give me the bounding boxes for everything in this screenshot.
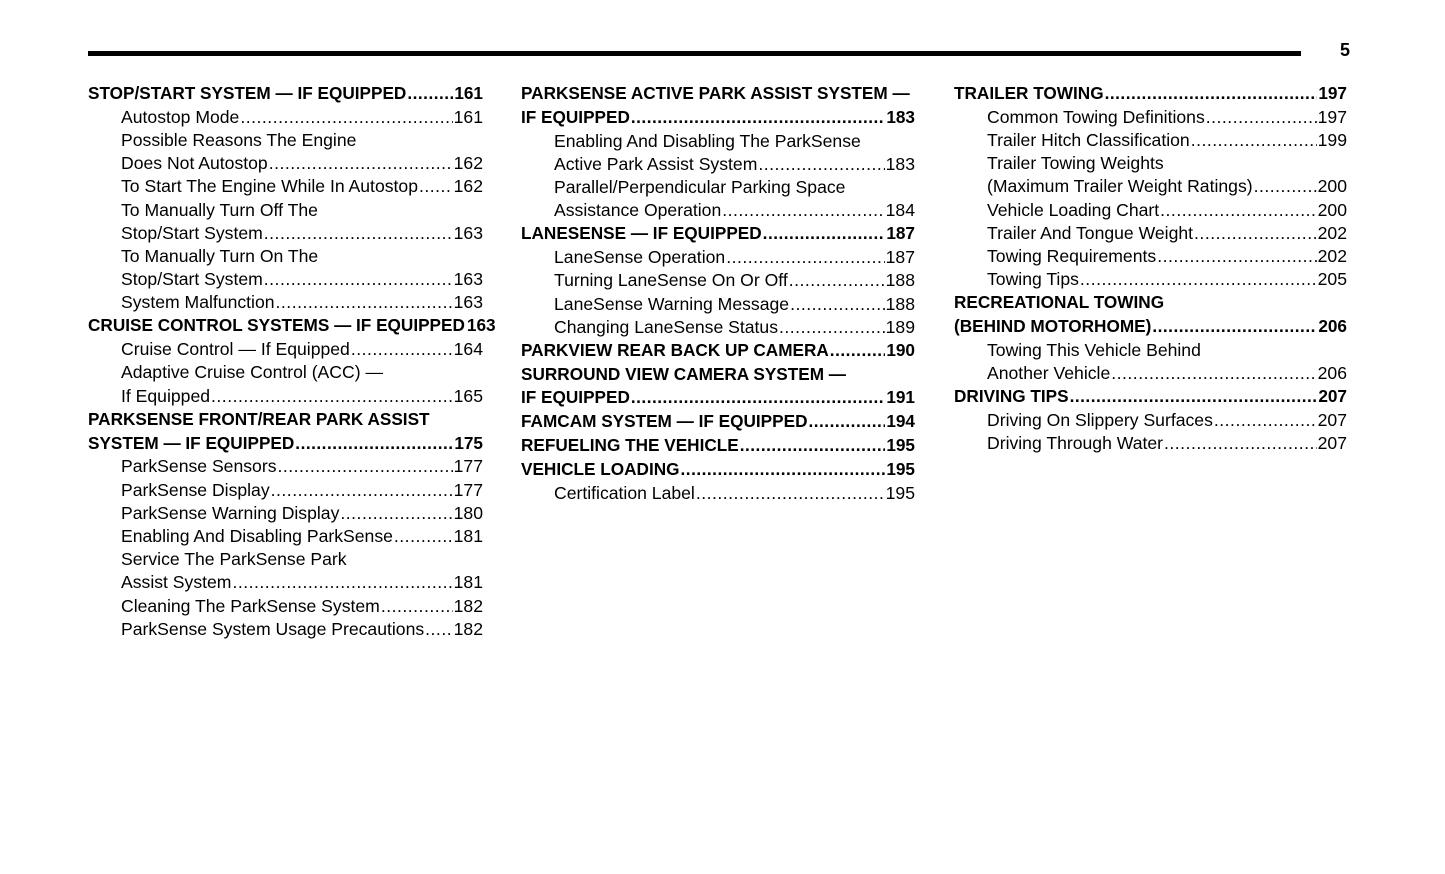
toc-entry-title: Trailer Hitch Classification: [987, 129, 1190, 150]
toc-entry-title: Certification Label: [554, 482, 695, 503]
toc-page-number: 182: [453, 618, 483, 639]
toc-column-2: [521, 82, 915, 505]
toc-subentry: [88, 291, 483, 314]
toc-subentry: [521, 316, 915, 339]
toc-subentry: [954, 245, 1347, 268]
toc-entry-title: System Malfunction: [121, 292, 275, 313]
toc-subentry: [954, 175, 1347, 198]
toc-section-entry: [954, 315, 1347, 339]
dot-leader: [381, 595, 453, 618]
toc-subentry: [88, 222, 483, 245]
toc-entry-title: LANESENSE — IF EQUIPPED: [521, 223, 762, 244]
toc-subentry: [954, 129, 1347, 152]
dot-leader: [790, 293, 885, 316]
toc-section-entry: [521, 458, 915, 482]
toc-subentry: [88, 455, 483, 478]
dot-leader: [276, 291, 453, 314]
toc-entry-title: Assist System: [121, 572, 232, 593]
toc-subentry: [88, 385, 483, 408]
toc-entry-title: Enabling And Disabling ParkSense: [121, 526, 393, 546]
toc-subentry: [88, 338, 483, 361]
dot-leader: [1206, 106, 1317, 129]
toc-section-entry: [954, 291, 1347, 315]
toc-page-number: 164: [453, 339, 483, 360]
toc-page-number: 182: [453, 595, 483, 616]
dot-leader: [211, 385, 453, 408]
toc-subentry: [88, 268, 483, 291]
toc-page-number: 180: [453, 502, 483, 523]
dot-leader: [758, 153, 884, 176]
toc-page-number: 162: [453, 153, 483, 174]
toc-entry-title: To Manually Turn Off The: [121, 199, 318, 220]
toc-subentry: [521, 246, 915, 269]
toc-subentry: [954, 268, 1347, 291]
toc-entry-title: VEHICLE LOADING: [521, 458, 680, 479]
toc-page-number: 181: [453, 526, 483, 546]
toc-subentry: [88, 548, 483, 571]
toc-subentry: [954, 222, 1347, 245]
toc-page-number: 177: [453, 479, 483, 500]
toc-entry-title: Driving On Slippery Surfaces: [987, 410, 1213, 431]
toc-entry-title: Another Vehicle: [987, 363, 1111, 384]
toc-entry-title: Trailer And Tongue Weight: [987, 222, 1194, 243]
dot-leader: [830, 339, 886, 363]
toc-entry-title: To Start The Engine While In Autostop: [121, 176, 418, 197]
toc-entry-title: IF EQUIPPED: [521, 387, 630, 408]
toc-entry-title: Possible Reasons The Engine: [121, 129, 357, 150]
toc-page-number: 206: [1318, 316, 1347, 337]
toc-entry-title: ParkSense System Usage Precautions: [121, 618, 425, 639]
dot-leader: [340, 502, 452, 525]
toc-entry-title: Enabling And Disabling The ParkSense: [554, 130, 861, 151]
toc-subentry: [88, 129, 483, 152]
toc-entry-title: SYSTEM — IF EQUIPPED: [88, 432, 295, 453]
dot-leader: [1080, 268, 1317, 291]
dot-leader: [232, 571, 452, 594]
toc-subentry: [521, 153, 915, 176]
toc-entry-title: TRAILER TOWING: [954, 83, 1104, 103]
toc-entry-title: PARKSENSE FRONT/REAR PARK ASSIST: [88, 408, 430, 429]
dot-leader: [1191, 129, 1317, 152]
header-rule: [88, 51, 1301, 56]
toc-entry-title: Trailer Towing Weights: [987, 153, 1164, 174]
toc-entry-title: Changing LaneSense Status: [554, 316, 779, 337]
dot-leader: [740, 434, 886, 458]
toc-section-entry: [88, 408, 483, 432]
dot-leader: [264, 222, 453, 245]
toc-section-entry: [954, 385, 1347, 409]
toc-page-number: 199: [1317, 129, 1347, 150]
toc-section-entry: [521, 363, 915, 387]
toc-entry-title: CRUISE CONTROL SYSTEMS — IF EQUIPPED: [88, 315, 465, 336]
toc-subentry: [88, 199, 483, 222]
dot-leader: [1152, 315, 1317, 339]
toc-page-number: 202: [1317, 245, 1347, 266]
toc-subentry: [954, 432, 1347, 455]
dot-leader: [271, 479, 453, 502]
toc-subentry: [88, 502, 483, 525]
dot-leader: [1194, 222, 1317, 245]
toc-page-number: 161: [454, 83, 483, 103]
toc-page-number: 163: [466, 315, 496, 336]
toc-page-number: 183: [885, 153, 915, 174]
dot-leader: [1164, 432, 1317, 455]
dot-leader: [726, 246, 884, 269]
dot-leader: [425, 618, 452, 641]
toc-entry-title: Cruise Control — If Equipped: [121, 339, 350, 360]
toc-page-number: 197: [1317, 106, 1347, 127]
toc-entry-title: Vehicle Loading Chart: [987, 199, 1160, 220]
toc-entry-title: REFUELING THE VEHICLE: [521, 435, 739, 456]
dot-leader: [264, 268, 453, 291]
toc-section-entry: [88, 82, 483, 106]
dot-leader: [295, 432, 453, 456]
toc-subentry: [954, 152, 1347, 175]
toc-section-entry: [521, 106, 915, 130]
toc-subentry: [88, 571, 483, 594]
toc-entry-title: PARKSENSE ACTIVE PARK ASSIST SYSTEM —: [521, 83, 910, 103]
toc-entry-title: ParkSense Sensors: [121, 456, 277, 477]
toc-column-1: [88, 82, 496, 641]
toc-subentry: [521, 482, 915, 505]
toc-entry-title: Parallel/Perpendicular Parking Space: [554, 176, 846, 197]
dot-leader: [779, 316, 885, 339]
toc-section-entry: [521, 434, 915, 458]
toc-entry-title: ParkSense Display: [121, 479, 270, 500]
dot-leader: [1214, 409, 1317, 432]
toc-page-number: 202: [1317, 222, 1347, 243]
toc-section-entry: [521, 339, 915, 363]
toc-page-number: 188: [885, 270, 915, 291]
dot-leader: [631, 386, 885, 410]
toc-page-number: 165: [453, 385, 483, 406]
dot-leader: [789, 269, 885, 292]
toc-page-number: 183: [886, 106, 915, 127]
toc-page-number: 195: [886, 458, 915, 479]
toc-section-entry: [88, 432, 483, 456]
toc-subentry: [954, 339, 1347, 362]
dot-leader: [808, 410, 885, 434]
toc-entry-title: FAMCAM SYSTEM — IF EQUIPPED: [521, 411, 808, 432]
toc-subentry: [954, 362, 1347, 385]
toc-page-number: 195: [886, 435, 915, 456]
toc-subentry: [521, 269, 915, 292]
dot-leader: [1157, 245, 1316, 268]
dot-leader: [407, 82, 453, 106]
toc-page-number: 195: [885, 482, 915, 503]
toc-subentry: [88, 525, 483, 548]
dot-leader: [1160, 199, 1316, 222]
toc-page-number: 161: [453, 106, 483, 127]
toc-entry-title: SURROUND VIEW CAMERA SYSTEM —: [521, 363, 846, 384]
toc-subentry: [954, 106, 1347, 129]
toc-subentry: [954, 199, 1347, 222]
dot-leader: [1070, 385, 1318, 409]
toc-subentry: [88, 361, 483, 384]
toc-entry-title: Common Towing Definitions: [987, 106, 1205, 127]
toc-section-entry: [88, 314, 496, 338]
toc-page-number: 175: [454, 432, 483, 453]
dot-leader: [763, 222, 886, 246]
toc-page-number: 162: [453, 176, 483, 197]
toc-entry-title: IF EQUIPPED: [521, 106, 630, 127]
toc-entry-title: Active Park Assist System: [554, 153, 758, 174]
toc-page-number: 187: [886, 223, 915, 244]
toc-subentry: [521, 199, 915, 222]
toc-section-entry: [521, 410, 915, 434]
dot-leader: [696, 482, 885, 505]
toc-entry-title: Service The ParkSense Park: [121, 549, 347, 570]
toc-page-number: 163: [453, 222, 483, 243]
toc-subentry: [88, 152, 483, 175]
dot-leader: [278, 455, 453, 478]
dot-leader: [1105, 82, 1318, 106]
page-number: 5: [1340, 40, 1351, 60]
toc-page-number: 190: [886, 339, 915, 360]
toc-page-number: 191: [886, 387, 915, 408]
toc-section-entry: [521, 222, 915, 246]
toc-section-entry: [954, 82, 1347, 106]
toc-entry-title: Driving Through Water: [987, 433, 1164, 454]
dot-leader: [240, 106, 452, 129]
toc-section-entry: [521, 386, 915, 410]
toc-entry-title: To Manually Turn On The: [121, 245, 319, 266]
dot-leader: [681, 458, 886, 482]
toc-entry-title: ParkSense Warning Display: [121, 502, 340, 523]
toc-page-number: 187: [885, 247, 915, 268]
toc-entry-title: Adaptive Cruise Control (ACC) —: [121, 362, 384, 383]
toc-entry-title: LaneSense Operation: [554, 247, 726, 268]
toc-subentry: [88, 175, 483, 198]
toc-subentry: [521, 130, 915, 153]
toc-entry-title: Turning LaneSense On Or Off: [554, 270, 788, 291]
toc-page-number: 206: [1317, 363, 1347, 384]
toc-subentry: [521, 293, 915, 316]
toc-entry-title: Does Not Autostop: [121, 153, 268, 174]
toc-page-number: 205: [1317, 269, 1347, 290]
toc-subentry: [88, 595, 483, 618]
dot-leader: [1111, 362, 1316, 385]
dot-leader: [419, 175, 453, 198]
toc-page-number: 181: [453, 572, 483, 593]
toc-page-number: 194: [886, 411, 915, 432]
toc-page-number: 189: [885, 316, 915, 337]
toc-entry-title: If Equipped: [121, 385, 211, 406]
toc-page-number: 200: [1317, 199, 1347, 220]
toc-section-entry: [521, 82, 915, 106]
toc-page-number: 188: [885, 293, 915, 314]
toc-subentry: [88, 245, 483, 268]
toc-page-number: 200: [1317, 176, 1347, 197]
toc-entry-title: Towing This Vehicle Behind: [987, 339, 1201, 360]
toc-entry-title: PARKVIEW REAR BACK UP CAMERA: [521, 339, 829, 360]
dot-leader: [1254, 175, 1317, 198]
toc-subentry: [88, 106, 483, 129]
dot-leader: [722, 199, 884, 222]
toc-page-number: 207: [1318, 386, 1347, 407]
toc-entry-title: Assistance Operation: [554, 200, 722, 221]
dot-leader: [269, 152, 453, 175]
toc-column-3: [954, 82, 1347, 455]
toc-subentry: [521, 176, 915, 199]
toc-entry-title: (Maximum Trailer Weight Ratings): [987, 176, 1253, 197]
toc-entry-title: Stop/Start System: [121, 222, 263, 243]
toc-entry-title: Towing Requirements: [987, 245, 1157, 266]
toc-subentry: [954, 409, 1347, 432]
toc-entry-title: LaneSense Warning Message: [554, 293, 790, 314]
toc-entry-title: Cleaning The ParkSense System: [121, 595, 380, 616]
toc-page-number: 177: [453, 456, 483, 477]
toc-subentry: [88, 618, 483, 641]
toc-entry-title: RECREATIONAL TOWING: [954, 292, 1165, 313]
dot-leader: [351, 338, 453, 361]
toc-page-number: 207: [1317, 410, 1347, 431]
toc-entry-title: (BEHIND MOTORHOME): [954, 316, 1152, 337]
toc-page-number: 163: [453, 292, 483, 313]
toc-entry-title: Autostop Mode: [121, 106, 240, 127]
toc-entry-title: Stop/Start System: [121, 269, 263, 290]
toc-subentry: [88, 479, 483, 502]
dot-leader: [631, 106, 885, 130]
toc-entry-title: Towing Tips: [987, 269, 1079, 290]
toc-page-number: 184: [885, 200, 915, 221]
toc-entry-title: DRIVING TIPS: [954, 386, 1069, 407]
toc-page-number: 207: [1317, 433, 1347, 454]
toc-page-number: 197: [1318, 83, 1347, 103]
toc-page-number: 163: [453, 269, 483, 290]
toc-entry-title: STOP/START SYSTEM — IF EQUIPPED: [88, 83, 407, 103]
dot-leader: [394, 525, 453, 548]
